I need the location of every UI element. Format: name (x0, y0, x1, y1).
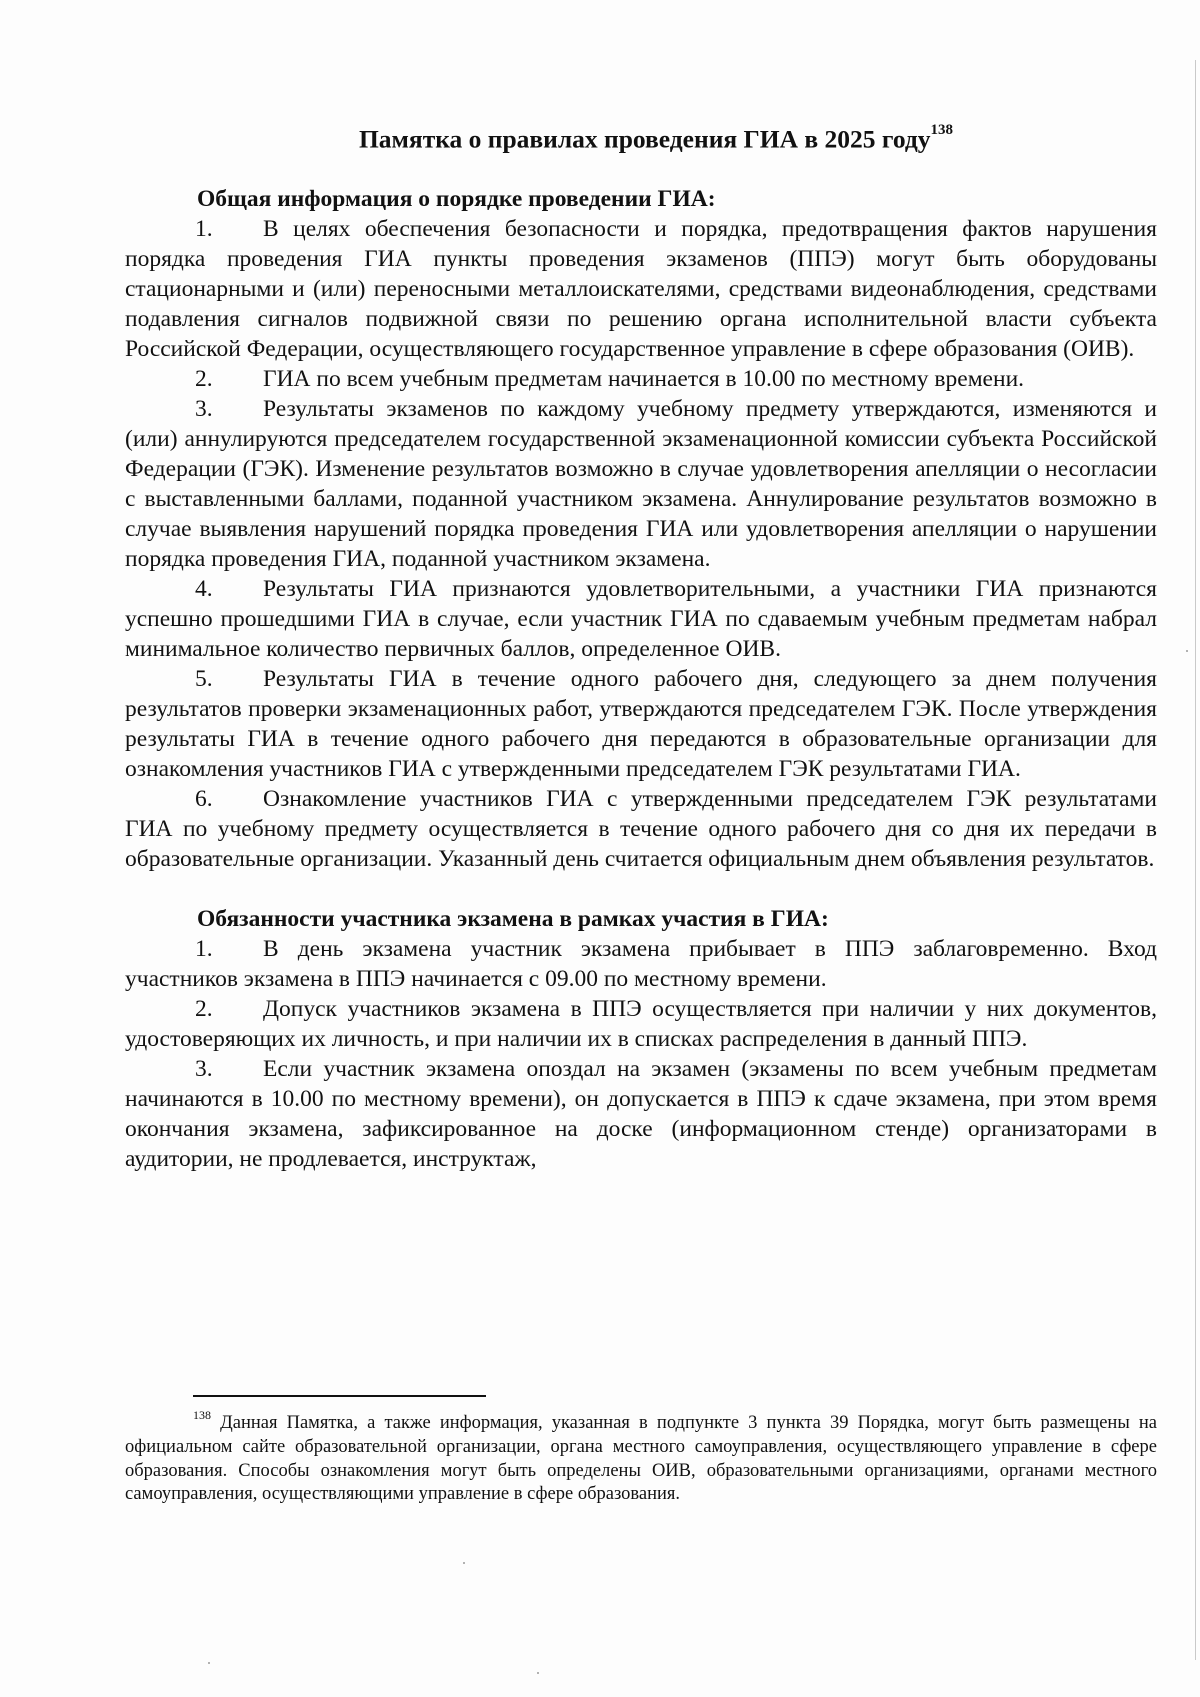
list-item-text: Допуск участников экзамена в ППЭ осуществляется при наличии у них документов, удостоверяющих их личность, и при наличии их в списках распределения в данный ППЭ. (125, 995, 1157, 1052)
footnote-separator (193, 1395, 486, 1397)
scan-speck (463, 1562, 465, 1564)
list-item-number: 2. (195, 995, 213, 1022)
footnote-marker: 138 (193, 1408, 211, 1422)
list-item (125, 394, 1157, 574)
document-body (125, 118, 1157, 1174)
list-item-number: 1. (195, 215, 213, 242)
scan-speck (1186, 650, 1188, 652)
list-item-text: Результаты экзаменов по каждому учебному предмету утверждаются, изменяются и (или) аннулируются председателем государственной экзаменационной комиссии субъекта Российской Федерации (ГЭК). Изменение результатов возможно в случае удовлетворения апелляции о несогласии с выставленными баллами, поданной участником экзамена. Аннулирование результатов возможно в случае выявления нарушений порядка проведения ГИА или удовлетворения апелляции о нарушении порядка проведения ГИА, поданной участником экзамена. (125, 395, 1157, 572)
list-item-text: В целях обеспечения безопасности и порядка, предотвращения фактов нарушения порядка проведения ГИА пункты проведения экзаменов (ППЭ) могут быть оборудованы стационарными и (или) переносными металлоискателями, средствами видеонаблюдения, средствами подавления сигналов подвижной связи по решению органа исполнительной власти субъекта Российской Федерации, осуществляющего государственное управление в сфере образования (ОИВ). (125, 215, 1157, 362)
list-item-text: В день экзамена участник экзамена прибывает в ППЭ заблаговременно. Вход участников экзамена в ППЭ начинается с 09.00 по местному времени. (125, 935, 1157, 992)
footnote (125, 1406, 1157, 1507)
list-item-text: Результаты ГИА в течение одного рабочего дня, следующего за днем получения результатов проверки экзаменационных работ, утверждаются председателем ГЭК. После утверждения результаты ГИА в течение одного рабочего дня передаются в образовательные организации для ознакомления участников ГИА с утвержденными председателем ГЭК результатами ГИА. (125, 665, 1157, 782)
list-item (125, 364, 1157, 394)
list-item (125, 1054, 1157, 1174)
section-heading-general-info: Общая информация о порядке проведении ГИА: (197, 185, 716, 212)
scan-speck (537, 1672, 539, 1674)
scan-edge-line (1195, 60, 1196, 1660)
list-item (125, 214, 1157, 364)
list-item-text: Результаты ГИА признаются удовлетворительными, а участники ГИА признаются успешно прошедшими ГИА в случае, если участник ГИА по сдаваемым учебным предметам набрал минимальное количество первичных баллов, определенное ОИВ. (125, 575, 1157, 662)
list-item-text: Ознакомление участников ГИА с утвержденными председателем ГЭК результатами ГИА по учебному предмету осуществляется в течение одного рабочего дня со дня их передачи в образовательные организации. Указанный день считается официальным днем объявления результатов. (125, 785, 1157, 872)
list-item-number: 4. (195, 575, 213, 602)
list-item-text: ГИА по всем учебным предметам начинается в 10.00 по местному времени. (263, 365, 1025, 392)
title-footnote-ref: 138 (930, 122, 954, 138)
list-item-number: 5. (195, 665, 213, 692)
list-item-text: Если участник экзамена опоздал на экзамен (экзамены по всем учебным предметам начинаются в 10.00 по местному времени), он допускается в ППЭ к сдаче экзамена, при этом время окончания экзамена, зафиксированное на доске (информационном стенде) организаторами в аудитории, не продлевается, инструктаж, (125, 1055, 1157, 1172)
list-item (125, 664, 1157, 784)
list-item (125, 574, 1157, 664)
page-title (125, 118, 1157, 156)
list-item (125, 934, 1157, 994)
section-heading-participant-duties: Обязанности участника экзамена в рамках участия в ГИА: (197, 905, 829, 932)
list-item-number: 3. (195, 395, 213, 422)
list-item-number: 1. (195, 935, 213, 962)
list-item (125, 784, 1157, 874)
list-item-number: 6. (195, 785, 213, 812)
list-item (125, 994, 1157, 1054)
list-item-number: 3. (195, 1055, 213, 1082)
footnote-text: Данная Памятка, а также информация, указанная в подпункте 3 пункта 39 Порядка, могут быть размещены на официальном сайте образовательной организации, органа местного самоуправления, осуществляющего управление в сфере образования. Способы ознакомления могут быть определены ОИВ, образовательными организациями, органами местного самоуправления, осуществляющими управление в сфере образования. (125, 1413, 1157, 1505)
scan-speck (208, 1662, 210, 1664)
page-title-text: Памятка о правилах проведения ГИА в 2025 году (358, 124, 931, 154)
list-item-number: 2. (195, 365, 213, 392)
